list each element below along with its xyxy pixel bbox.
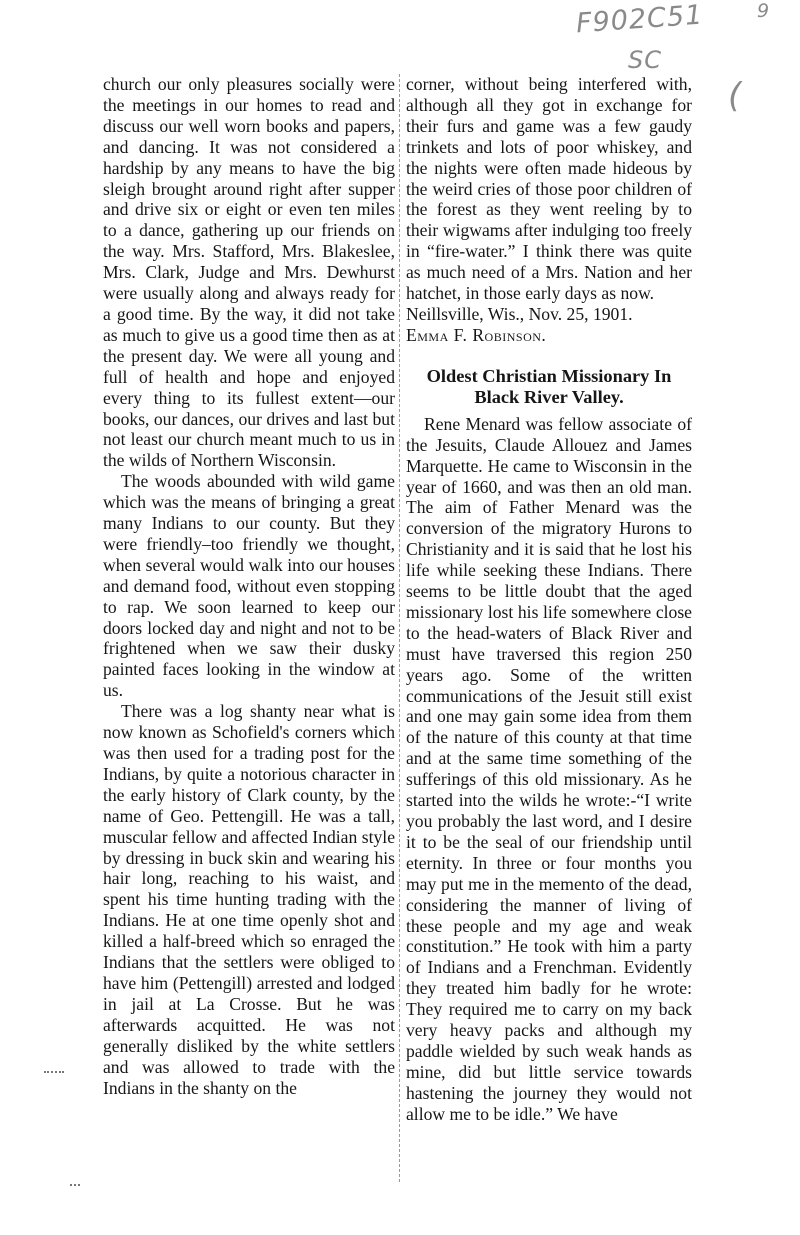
author-signature: Emma F. Robinson. xyxy=(406,324,547,345)
article-paragraph: church our only pleasures socially were the meetings in our homes to read and discuss our well worn books and papers, and dancing. It was not considered a hardship by any means to have the big sleigh brought around right after supper and drive six or eight or even ten miles to a dance, gathering up our friends on the way. Mrs. Stafford, Mrs. Blakeslee, Mrs. Clark, Judge and Mrs. Dewhurst were usually along and always ready for a good time. By the way, it did not take as much to give us a good time then as at the present day. We were all young and full of health and hope and enjoyed every thing to its fullest extent—our books, our dances, our drives and last but not least our church meant much to us in the wilds of Northern Wisconsin. xyxy=(103,74,395,471)
article-paragraph: corner, without being interfered with, although all they got in exchange for their furs and game was a few gaudy trinkets and lots of poor whiskey, and the nights were often made hideous by the weird cries of those poor children of the forest as they went reeling by to their wigwams after indulging too freely in “fire-water.” I think there was quite as much need of a Mrs. Nation and her hatchet, in those early days as now. xyxy=(406,74,692,304)
article-paragraph: Rene Menard was fellow associate of the Jesuits, Claude Allouez and James Marquette. He came to Wisconsin in the year of 1660, and was then an old man. The aim of Father Menard was the conversion of the migratory Hurons to Christianity and it is said that he lost his life while seeking these Indians. There seems to be little doubt that the aged missionary lost his life somewhere close to the head-waters of Black River and must have traversed this region 250 years ago. Some of the written communications of the Jesuit still exist and one may gain some idea from them of the nature of this county at that time and at the same time something of the sufferings of this old missionary. As he started into the wilds he wrote:-“I write you probably the last word, and I desire it to be the seal of our friendship until eternity. In three or four months you may put me in the memento of the dead, considering the manner of living of these people and my age and weak constitution.” He took with him a party of Indians and a Frenchman. Evidently they treated him badly for he wrote: They required me to carry on my back very heavy packs and although my paddle wielded by such weak hands as mine, did but little service towards hastening the journey they would not allow me to be idle.” We have xyxy=(406,413,692,1124)
headline-line: Oldest Christian Missionary In xyxy=(426,365,672,386)
column-divider xyxy=(399,74,400,1182)
left-column xyxy=(103,74,395,1098)
article-paragraph: There was a log shanty near what is now known as Schofield's corners which was then used for a trading post for the Indians, by quite a notorious character in the early history of Clark county, by the name of Geo. Pettengill. He was a tall, muscular fellow and affected Indian style by dressing in buck skin and wearing his hair long, reaching to his waist, and spent his time hunting trading with the Indians. He at one time openly shot and killed a half-breed which so enraged the Indians that the settlers were obliged to have him (Pettengill) arrested and lodged in jail at La Crosse. But he was afterwards acquitted. He was not generally disliked by the white settlers and was allowed to trade with the Indians in the shanty on the xyxy=(103,701,395,1098)
headline-line: Black River Valley. xyxy=(474,386,624,407)
page-number-annotation: 9 xyxy=(757,0,771,22)
initials-annotation: SC xyxy=(628,46,662,74)
article-paragraph: The woods abounded with wild game which was the means of bringing a great many Indians to our county. But they were friendly–too friendly we thought, when several would walk into our houses and demand food, without even stopping to rap. We soon learned to keep our doors locked day and night and not to be frightened when we saw their dusky painted faces looking in the window at us. xyxy=(103,471,395,701)
catalog-number-annotation: F902C51 xyxy=(575,0,705,40)
dateline: Neillsville, Wis., Nov. 25, 1901. xyxy=(406,303,633,324)
right-column xyxy=(406,74,692,1125)
margin-mark xyxy=(44,1071,64,1073)
margin-mark xyxy=(70,1184,80,1186)
bracket-annotation: ( xyxy=(728,76,743,116)
article-headline xyxy=(406,366,692,408)
